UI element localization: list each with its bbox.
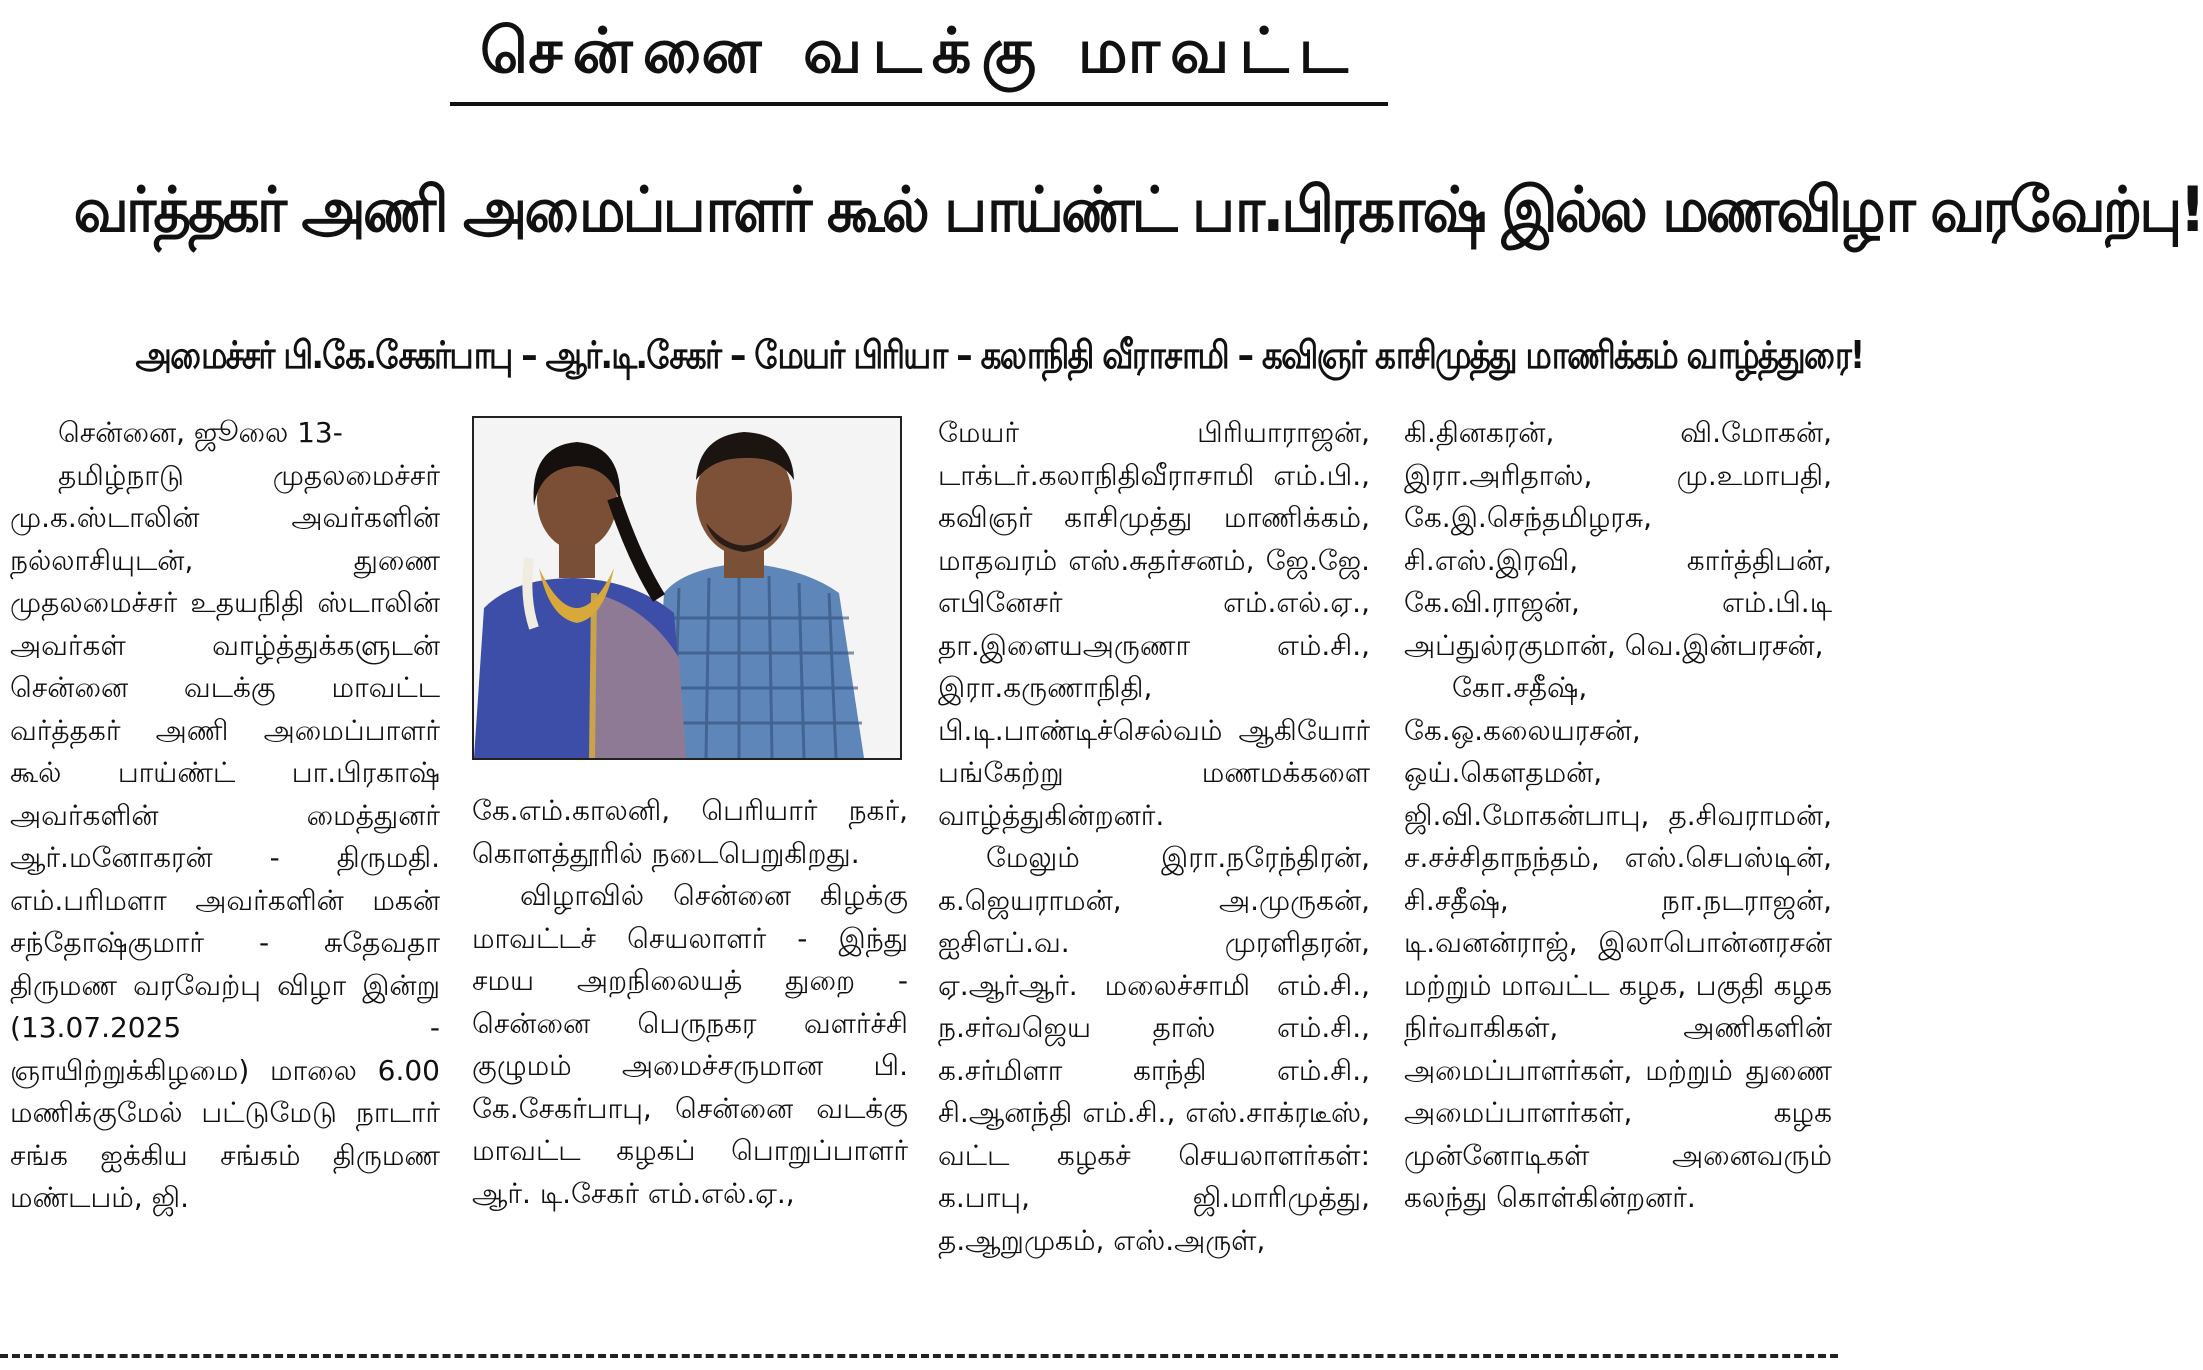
article-paragraph: கி.தினகரன், வி.மோகன், இரா.அரிதாஸ், மு.உமாபதி, கே.இ.செந்தமிழரசு, சி.எஸ்.இரவி, கார்த்திபன், கே.வி.ராஜன், எம்.பி.டி அப்துல்ரகுமான், வெ.இன்பரசன், [1404, 416, 1832, 662]
article-column-2 [472, 790, 908, 1215]
article-column-1 [10, 412, 440, 1220]
section-heading [0, 14, 1838, 114]
article-paragraph: மேயர் பிரியாராஜன், டாக்டர்.கலாநிதிவீராசாமி எம்.பி., கவிஞர் காசிமுத்து மாணிக்கம், மாதவரம் எஸ்.சுதர்சனம், ஜே.ஜே. எபினேசர் எம்.எல்.ஏ., தா.இளையஅருணா எம்.சி., இரா.கருணாநிதி, பி.டி.பாண்டிச்செல்வம் ஆகியோர் பங்கேற்று மணமக்களை வாழ்த்துகின்றனர். [938, 416, 1370, 832]
article-paragraph: தமிழ்நாடு முதலமைச்சர் மு.க.ஸ்டாலின் அவர்களின் நல்லாசியுடன், துணை முதலமைச்சர் உதயநிதி ஸ்டாலின் அவர்கள் வாழ்த்துக்களுடன் சென்னை வடக்கு மாவட்ட வர்த்தகர் அணி அமைப்பாளர் கூல் பாய்ண்ட் பா.பிரகாஷ் அவர்களின் மைத்துனர் ஆர்.மனோகரன் - திருமதி. எம்.பரிமளா அவர்களின் மகன் சந்தோஷ்குமார் - சுதேவதா திருமண வரவேற்பு விழா இன்று (13.07.2025 - ஞாயிற்றுக்கிழமை) மாலை 6.00 மணிக்குமேல் பட்டுமேடு நாடார் சங்க ஐக்கிய சங்கம் திருமண மண்டபம், ஜி. [10, 458, 440, 1214]
couple-photo-illustration [474, 418, 900, 758]
dateline-paragraph: சென்னை, ஜூலை 13- [58, 416, 343, 449]
headline: வர்த்தகர் அணி அமைப்பாளர் கூல் பாய்ண்ட் பா.பிரகாஷ் இல்ல மணவிழா வரவேற்பு! [73, 173, 2203, 246]
article-paragraph: விழாவில் சென்னை கிழக்கு மாவட்டச் செயலாளர் - இந்து சமய அறநிலையத் துறை - சென்னை பெருநகர வளர்ச்சி குழுமம் அமைச்சருமான பி. கே.சேகர்பாபு, சென்னை வடக்கு மாவட்ட கழகப் பொறுப்பாளர் ஆர். டி.சேகர் எம்.எல்.ஏ., [472, 879, 908, 1210]
article-column-3 [938, 412, 1370, 1262]
article-paragraph: கே.எம்.காலனி, பெரியார் நகர், கொளத்தூரில் நடைபெறுகிறது. [472, 794, 908, 870]
article-column-4 [1404, 412, 1832, 1220]
section-title: சென்னை வடக்கு மாவட்ட [450, 14, 1388, 106]
article-paragraph: கோ.சதீஷ், கே.ஒ.கலையரசன், ஒய்.கௌதமன், ஜி.வி.மோகன்பாபு, த.சிவராமன், ச.சச்சிதாநந்தம், எஸ்.செபஸ்டின், சி.சதீஷ், நா.நடராஜன், டி.வனன்ராஜ், இலாபொன்னரசன் மற்றும் மாவட்ட கழக, பகுதி கழக நிர்வாகிகள், அணிகளின் அமைப்பாளர்கள், மற்றும் துணை அமைப்பாளர்கள், கழக முன்னோடிகள் அனைவரும் கலந்து கொள்கின்றனர். [1404, 671, 1832, 1214]
subheadline: அமைச்சர் பி.கே.சேகர்பாபு – ஆர்.டி.சேகர் – மேயர் பிரியா – கலாநிதி வீராசாமி – கவிஞர் காசிமுத்து மாணிக்கம் வாழ்த்துரை! [135, 333, 1864, 377]
couple-photo [472, 416, 902, 760]
article-paragraph: மேலும் இரா.நரேந்திரன், க.ஜெயராமன், அ.முருகன், ஐசிஎப்.வ. முரளிதரன், ஏ.ஆர்ஆர். மலைச்சாமி எம்.சி., ந.சர்வஜெய தாஸ் எம்.சி., க.சர்மிளா காந்தி எம்.சி., சி.ஆனந்தி எம்.சி., எஸ்.சாக்ரடீஸ், வட்ட கழகச் செயலாளர்கள்: க.பாபு, ஜி.மாரிமுத்து, த.ஆறுமுகம், எஸ்.அருள், [938, 841, 1370, 1257]
bottom-dashed-rule [0, 1354, 1838, 1358]
